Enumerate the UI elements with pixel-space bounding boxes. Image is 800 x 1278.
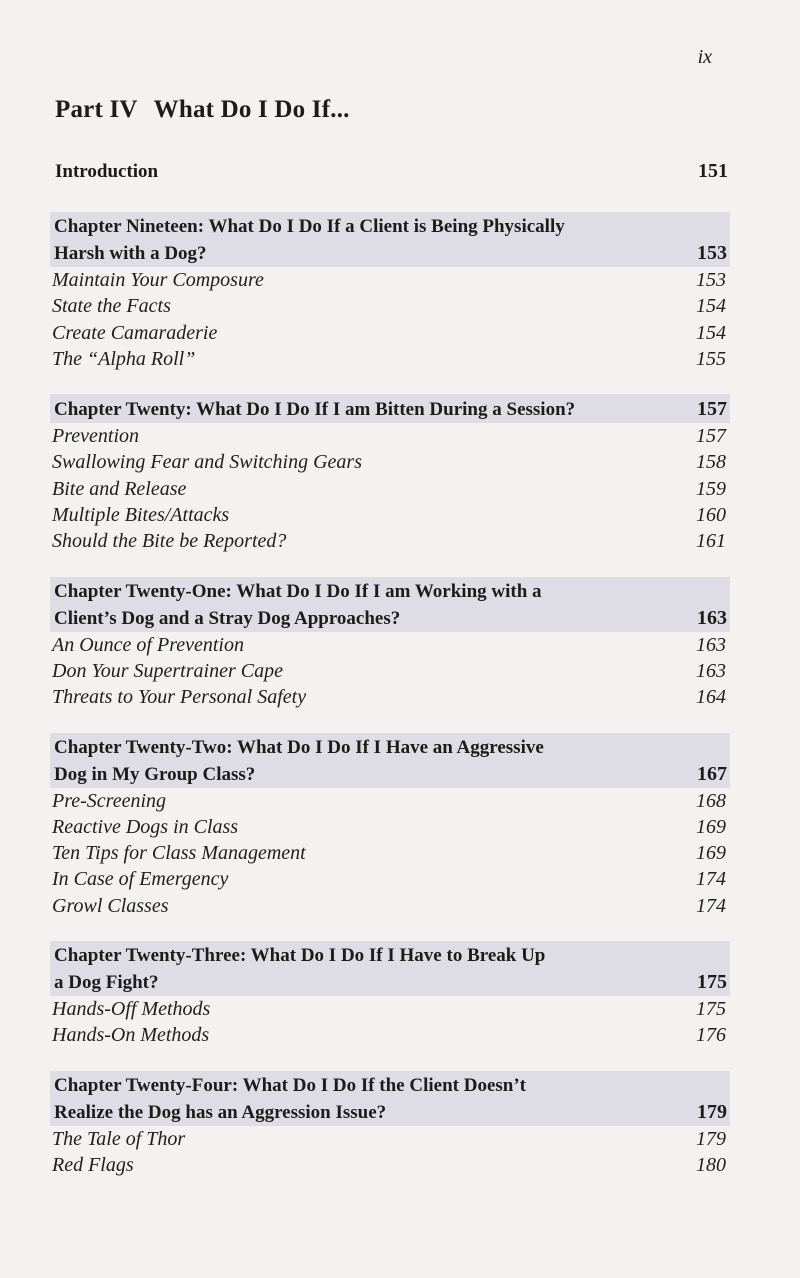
- chapter-entry: [50, 733, 730, 919]
- chapter-entry: [50, 212, 730, 372]
- section-entry: [50, 658, 730, 684]
- section-entry: [50, 528, 730, 554]
- chapter-heading-line: [54, 605, 727, 632]
- section-page-number: 154: [696, 295, 726, 318]
- section-title: Don Your Supertrainer Cape: [52, 659, 283, 682]
- section-entry: [50, 1126, 730, 1152]
- chapter-entry: [50, 941, 730, 1049]
- chapter-heading-line: [54, 240, 727, 267]
- section-entry: [50, 346, 730, 372]
- section-page-number: 155: [696, 347, 726, 370]
- section-page-number: 179: [696, 1127, 726, 1150]
- chapter-page-number: 153: [697, 242, 727, 264]
- section-page-number: 163: [696, 659, 726, 682]
- chapter-page-number: 157: [697, 398, 727, 421]
- section-entry: [50, 893, 730, 919]
- section-page-number: 164: [696, 686, 726, 709]
- section-title: The Tale of Thor: [52, 1127, 186, 1150]
- section-title: Maintain Your Composure: [52, 269, 264, 291]
- chapter-heading: [50, 733, 730, 788]
- section-entry: [50, 996, 730, 1022]
- section-title: Ten Tips for Class Management: [52, 842, 306, 865]
- chapter-title-text: Realize the Dog has an Aggression Issue?: [54, 1101, 387, 1123]
- section-page-number: 160: [696, 504, 726, 527]
- chapter-heading-line: [54, 943, 727, 969]
- chapter-heading: [50, 577, 730, 632]
- chapter-heading-line: [54, 969, 727, 996]
- section-entry: [50, 267, 730, 293]
- section-entry: [50, 788, 730, 814]
- section-entry: [50, 632, 730, 658]
- chapter-heading-line: [54, 214, 727, 240]
- section-page-number: 174: [696, 868, 726, 891]
- toc-entry-introduction: [55, 160, 728, 183]
- chapter-heading-line: [54, 579, 727, 605]
- section-page-number: 161: [696, 530, 726, 553]
- section-title: Bite and Release: [52, 477, 187, 500]
- chapter-list: [50, 212, 730, 1200]
- section-page-number: 153: [696, 269, 726, 291]
- section-page-number: 158: [696, 451, 726, 474]
- section-entry: [50, 814, 730, 840]
- chapter-heading: [50, 212, 730, 267]
- chapter-heading: [50, 1071, 730, 1126]
- chapter-heading-line: [54, 1073, 727, 1099]
- chapter-heading-line: [54, 1099, 727, 1126]
- chapter-title-text: Chapter Nineteen: What Do I Do If a Client is Being Physically: [54, 216, 565, 237]
- chapter-title-text: Chapter Twenty-Three: What Do I Do If I Have to Break Up: [54, 945, 546, 967]
- chapter-page-number: 163: [697, 606, 727, 629]
- section-title: Red Flags: [52, 1153, 134, 1176]
- section-title: Growl Classes: [52, 894, 169, 917]
- section-title: The “Alpha Roll”: [52, 347, 196, 370]
- section-title: Hands-On Methods: [52, 1024, 210, 1047]
- chapter-title-text: Harsh with a Dog?: [54, 243, 207, 264]
- chapter-heading: [50, 941, 730, 996]
- section-title: Swallowing Fear and Switching Gears: [52, 451, 362, 474]
- section-entry: [50, 502, 730, 528]
- section-page-number: 169: [696, 842, 726, 865]
- chapter-page-number: 175: [697, 971, 727, 994]
- section-title: Pre-Screening: [52, 789, 167, 812]
- chapter-title-text: Chapter Twenty-Four: What Do I Do If the Client Doesn’t: [54, 1074, 526, 1096]
- section-page-number: 176: [696, 1024, 726, 1047]
- section-entry: [50, 293, 730, 319]
- section-page-number: 175: [696, 998, 726, 1021]
- chapter-heading-line: [54, 396, 727, 423]
- section-entry: [50, 684, 730, 710]
- section-page-number: 157: [696, 425, 726, 448]
- chapter-heading-line: [54, 761, 727, 788]
- section-entry: [50, 866, 730, 892]
- section-title: Reactive Dogs in Class: [52, 815, 239, 838]
- chapter-entry: [50, 577, 730, 711]
- section-page-number: 169: [696, 815, 726, 838]
- chapter-title-text: Dog in My Group Class?: [54, 763, 256, 785]
- section-entry: [50, 840, 730, 866]
- section-page-number: 154: [696, 321, 726, 344]
- part-number: Part IV: [55, 96, 138, 123]
- chapter-title-text: Chapter Twenty-One: What Do I Do If I am Working with a: [54, 580, 542, 602]
- chapter-page-number: 179: [697, 1100, 727, 1123]
- section-entry: [50, 1152, 730, 1178]
- chapter-title-text: Chapter Twenty-Two: What Do I Do If I Have an Aggressive: [54, 736, 544, 758]
- chapter-title-text: Chapter Twenty: What Do I Do If I am Bitten During a Session?: [54, 399, 576, 421]
- section-page-number: 163: [696, 633, 726, 656]
- section-title: In Case of Emergency: [52, 868, 229, 891]
- chapter-entry: [50, 394, 730, 554]
- section-entry: [50, 476, 730, 502]
- chapter-page-number: 167: [697, 762, 727, 785]
- section-title: Multiple Bites/Attacks: [52, 504, 230, 527]
- section-title: Should the Bite be Reported?: [52, 530, 287, 553]
- section-page-number: 168: [696, 789, 726, 812]
- section-entry: [50, 320, 730, 346]
- section-title: Create Camaraderie: [52, 321, 218, 344]
- section-title: An Ounce of Prevention: [52, 633, 244, 656]
- introduction-page: 151: [698, 160, 728, 182]
- section-page-number: 180: [696, 1153, 726, 1176]
- section-title: Prevention: [52, 425, 140, 448]
- section-title: Threats to Your Personal Safety: [52, 686, 307, 709]
- page-folio: ix: [697, 46, 712, 68]
- chapter-entry: [50, 1071, 730, 1179]
- chapter-heading: [50, 394, 730, 423]
- section-page-number: 174: [696, 894, 726, 917]
- part-title: What Do I Do If...: [153, 96, 350, 123]
- section-entry: [50, 449, 730, 475]
- section-entry: [50, 1022, 730, 1048]
- section-page-number: 159: [696, 477, 726, 500]
- chapter-title-text: a Dog Fight?: [54, 972, 159, 994]
- section-title: Hands-Off Methods: [52, 998, 211, 1021]
- chapter-title-text: Client’s Dog and a Stray Dog Approaches?: [54, 607, 401, 629]
- section-entry: [50, 423, 730, 449]
- introduction-label: Introduction: [55, 161, 159, 182]
- chapter-heading-line: [54, 735, 727, 761]
- section-title: State the Facts: [52, 295, 171, 318]
- part-heading: [55, 96, 350, 124]
